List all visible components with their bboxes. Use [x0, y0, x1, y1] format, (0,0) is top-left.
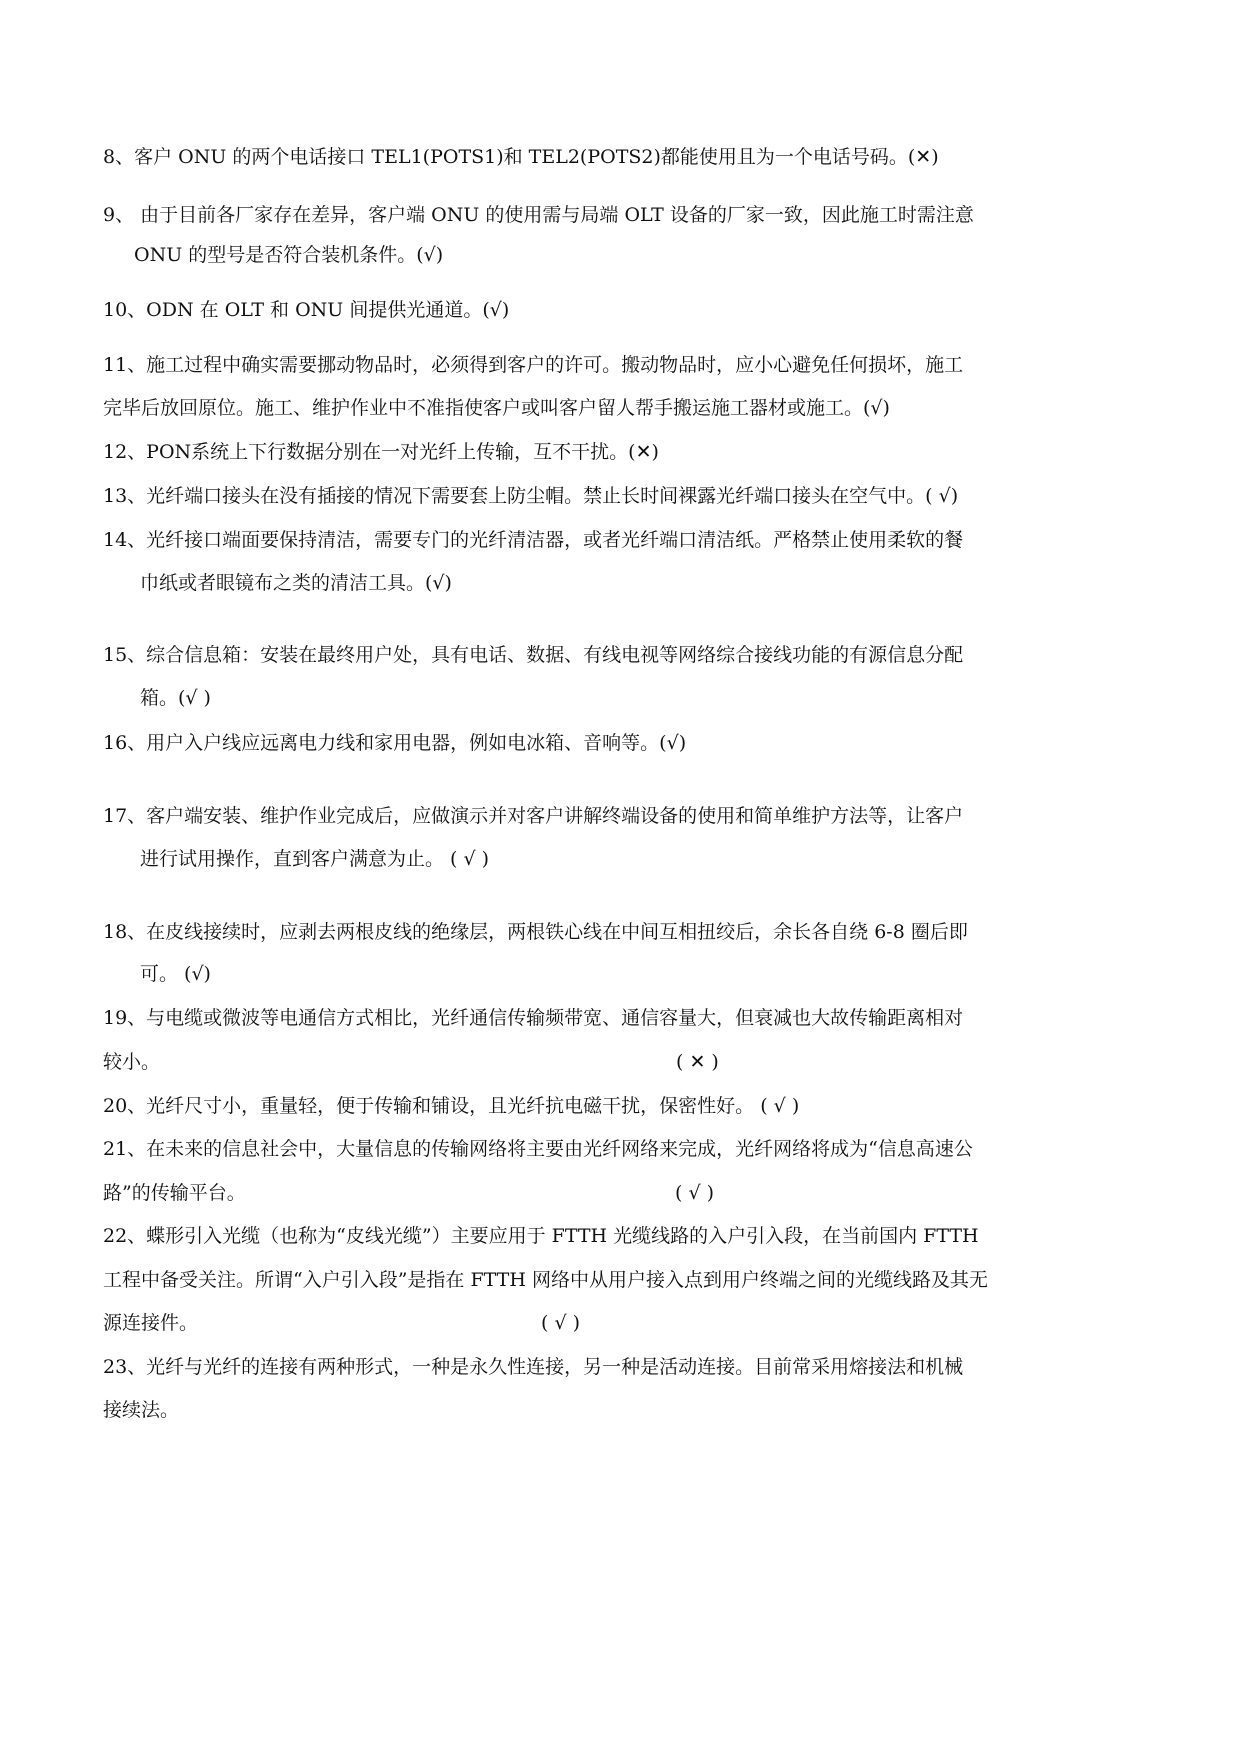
question-9-line-1: 9、 由于目前各厂家存在差异，客户端 ONU 的使用需与局端 OLT 设备的厂家一致，因此施工时需注意 — [103, 204, 974, 226]
question-20-line-1: 20、光纤尺寸小，重量轻，便于传输和铺设，且光纤抗电磁干扰，保密性好。 ( √ ) — [103, 1095, 800, 1117]
question-11-line-2: 完毕后放回原位。施工、维护作业中不准指使客户或叫客户留人帮手搬运施工器材或施工。(√) — [103, 397, 890, 419]
question-19-line-1: 19、与电缆或微波等电通信方式相比，光纤通信传输频带宽、通信容量大，但衰减也大故传输距离相对 — [103, 1007, 964, 1029]
question-10-line-1: 10、ODN 在 OLT 和 ONU 间提供光通道。(√) — [103, 299, 510, 321]
question-19-line-2: 较小。 — [103, 1051, 161, 1073]
question-23-line-1: 23、光纤与光纤的连接有两种形式，一种是永久性连接，另一种是活动连接。目前常采用熔接法和机械 — [103, 1356, 964, 1378]
question-14-line-1: 14、光纤接口端面要保持清洁，需要专门的光纤清洁器，或者光纤端口清洁纸。严格禁止使用柔软的餐 — [103, 529, 964, 551]
question-15-line-2: 箱。(√ ) — [140, 687, 211, 709]
question-17-line-1: 17、客户端安装、维护作业完成后，应做演示并对客户讲解终端设备的使用和简单维护方法等，让客户 — [103, 805, 964, 827]
question-19-answer: ( ✕ ) — [676, 1051, 719, 1073]
question-18-line-2: 可。 (√) — [140, 963, 211, 985]
question-22-line-1: 22、蝶形引入光缆（也称为“皮线光缆”）主要应用于 FTTH 光缆线路的入户引入段，在当前国内 FTTH — [103, 1225, 979, 1247]
question-22-answer: ( √ ) — [541, 1312, 581, 1334]
question-16-line-1: 16、用户入户线应远离电力线和家用电器，例如电冰箱、音响等。(√) — [103, 732, 687, 754]
question-22-line-2: 工程中备受关注。所谓“入户引入段”是指在 FTTH 网络中从用户接入点到用户终端之间的光缆线路及其无 — [103, 1269, 988, 1291]
question-23-line-2: 接续法。 — [103, 1399, 180, 1421]
question-21-line-2: 路”的传输平台。 — [103, 1182, 246, 1204]
question-12-line-1: 12、PON系统上下行数据分别在一对光纤上传输，互不干扰。(✕) — [103, 441, 659, 463]
question-13-line-1: 13、光纤端口接头在没有插接的情况下需要套上防尘帽。禁止长时间裸露光纤端口接头在空气中。( √) — [103, 485, 959, 507]
question-21-answer: ( √ ) — [675, 1182, 715, 1204]
question-14-line-2: 巾纸或者眼镜布之类的清洁工具。(√) — [140, 572, 452, 594]
question-9-line-2: ONU 的型号是否符合装机条件。(√) — [134, 244, 444, 266]
question-11-line-1: 11、施工过程中确实需要挪动物品时，必须得到客户的许可。搬动物品时，应小心避免任何损坏，施工 — [103, 354, 964, 376]
question-18-line-1: 18、在皮线接续时，应剥去两根皮线的绝缘层，两根铁心线在中间互相扭绞后，余长各自绕 6-8 圈后即 — [103, 921, 968, 943]
question-15-line-1: 15、综合信息箱：安装在最终用户处，具有电话、数据、有线电视等网络综合接线功能的有源信息分配 — [103, 644, 964, 666]
question-22-line-3: 源连接件。 — [103, 1312, 199, 1334]
question-17-line-2: 进行试用操作，直到客户满意为止。 ( √ ) — [140, 848, 490, 870]
question-8-line-1: 8、客户 ONU 的两个电话接口 TEL1(POTS1)和 TEL2(POTS2)都能使用且为一个电话号码。(✕) — [103, 146, 939, 168]
question-21-line-1: 21、在未来的信息社会中，大量信息的传输网络将主要由光纤网络来完成，光纤网络将成为“信息高速公 — [103, 1138, 973, 1160]
